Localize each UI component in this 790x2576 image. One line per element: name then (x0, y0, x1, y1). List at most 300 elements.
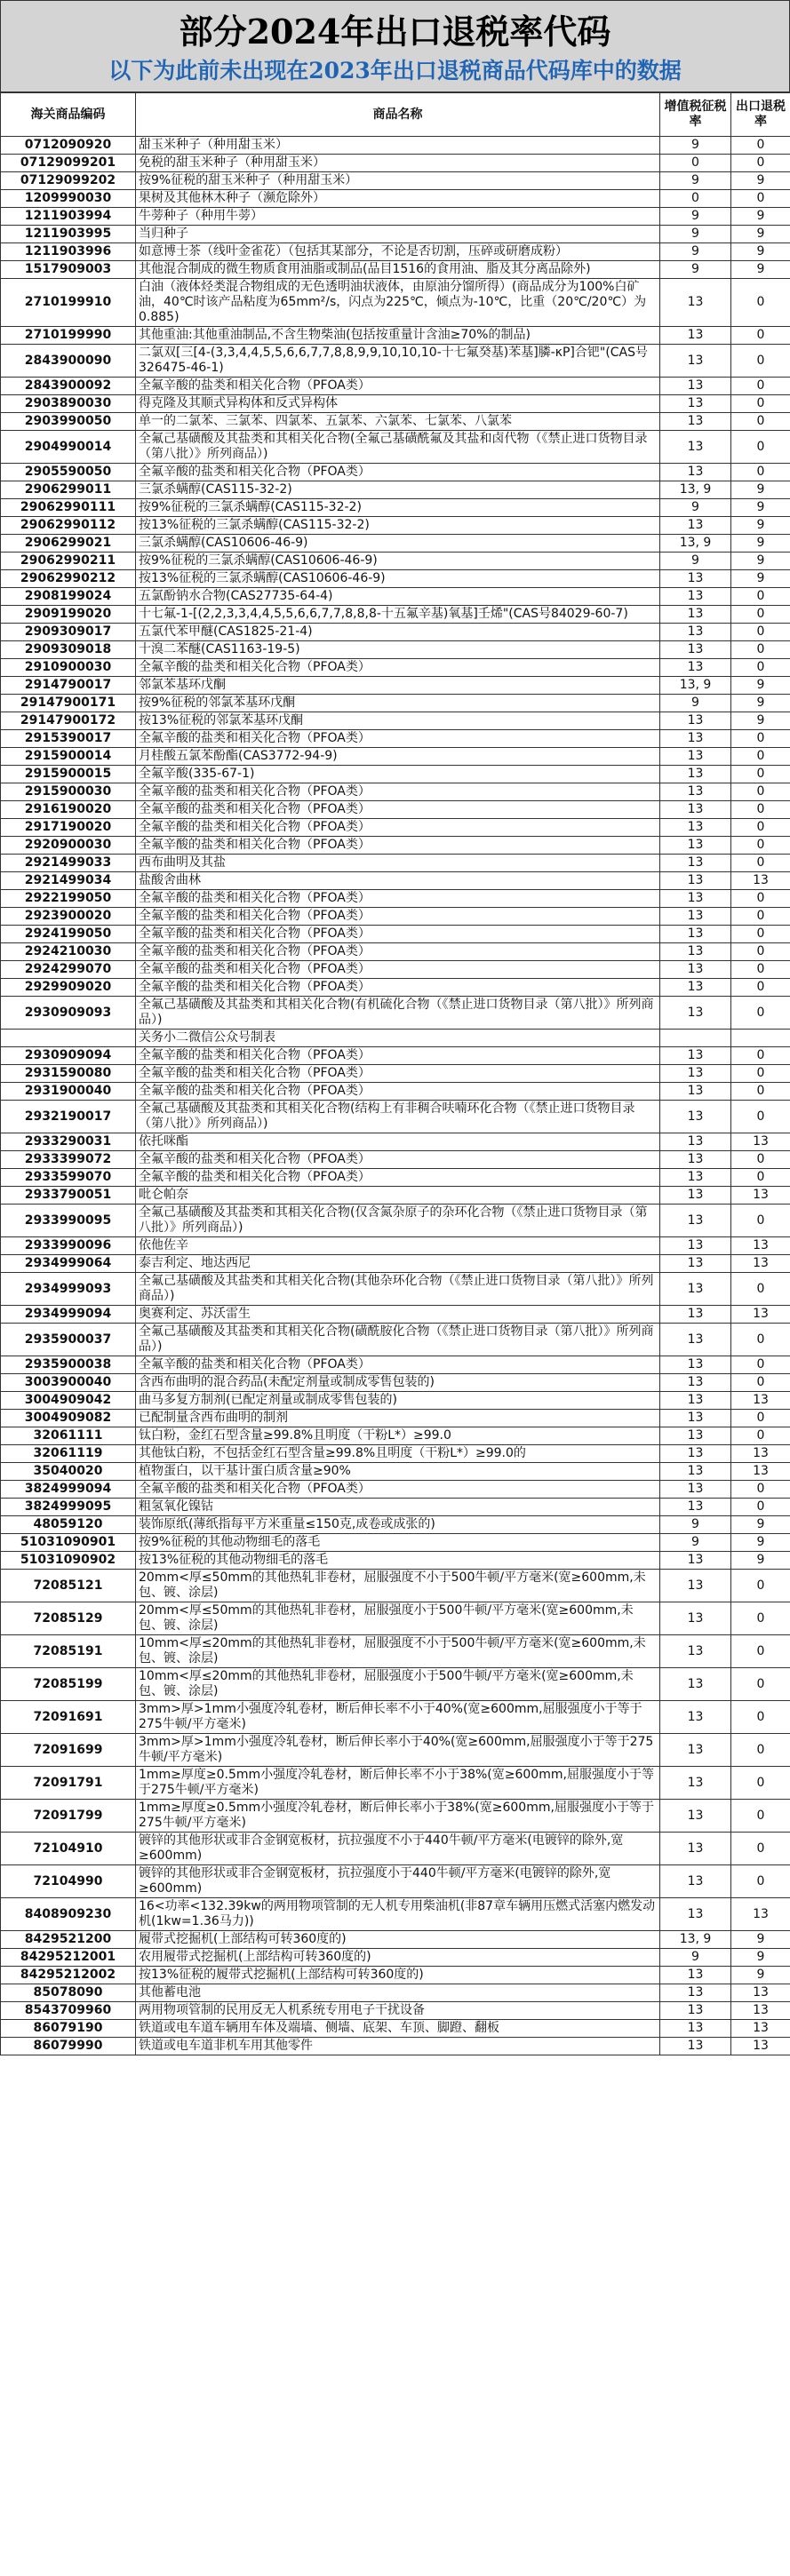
name-cell: 按9%征税的其他动物细毛的落毛 (136, 1534, 660, 1552)
table-row (1, 208, 790, 226)
refund-rate-cell: 0 (731, 997, 790, 1030)
vat-rate-cell: 13 (660, 1356, 731, 1374)
name-cell: 全氟己基磺酸及其盐类和其相关化合物(磺酰胺化合物（《禁止进口货物目录（第八批）》所列商品）) (136, 1324, 660, 1356)
code-cell: 72085191 (1, 1635, 136, 1668)
name-cell: 全氟辛酸的盐类和相关化合物（PFOA类） (136, 961, 660, 979)
code-cell: 2930909093 (1, 997, 136, 1030)
name-cell: 10mm<厚≤20mm的其他热轧非卷材，屈服强度小于500牛顿/平方毫米(宽≥600mm,未包、镀、涂层) (136, 1668, 660, 1701)
code-cell: 2903890030 (1, 395, 136, 413)
code-cell: 07129099201 (1, 155, 136, 172)
table-row (1, 190, 790, 208)
code-cell: 29147900171 (1, 695, 136, 712)
table-row (1, 783, 790, 801)
vat-rate-cell: 13 (660, 1734, 731, 1767)
vat-rate-cell: 9 (660, 1534, 731, 1552)
vat-rate-cell: 13 (660, 659, 731, 677)
code-cell: 2934999064 (1, 1255, 136, 1273)
name-cell: 镀锌的其他形状或非合金钢宽板材，抗拉强度小于440牛顿/平方毫米(电镀锌的除外,宽≥600mm) (136, 1865, 660, 1898)
refund-rate-cell: 9 (731, 1967, 790, 1984)
name-cell: 关务小二微信公众号制表 (136, 1030, 660, 1047)
refund-rate-cell: 0 (731, 345, 790, 378)
code-cell: 2921499033 (1, 855, 136, 872)
code-cell: 2935900038 (1, 1356, 136, 1374)
refund-rate-cell: 0 (731, 137, 790, 155)
refund-rate-cell: 0 (731, 1356, 790, 1374)
table-row (1, 872, 790, 890)
vat-rate-cell: 13 (660, 570, 731, 588)
table-row (1, 1427, 790, 1445)
name-cell: 按9%征税的三氯杀螨醇(CAS10606-46-9) (136, 553, 660, 570)
code-cell: 84295212001 (1, 1949, 136, 1967)
table-row (1, 1030, 790, 1047)
refund-rate-cell: 0 (731, 748, 790, 766)
refund-rate-cell: 0 (731, 1065, 790, 1083)
table-row (1, 1481, 790, 1499)
vat-rate-cell: 13 (660, 783, 731, 801)
table-row (1, 1237, 790, 1255)
code-cell: 72091791 (1, 1767, 136, 1800)
name-cell: 按13%征税的三氯杀螨醇(CAS10606-46-9) (136, 570, 660, 588)
vat-rate-cell: 9 (660, 208, 731, 226)
name-cell: 全氟辛酸的盐类和相关化合物（PFOA类） (136, 1047, 660, 1065)
refund-rate-cell: 9 (731, 570, 790, 588)
name-cell: 按9%征税的三氯杀螨醇(CAS115-32-2) (136, 499, 660, 517)
refund-rate-cell: 0 (731, 1570, 790, 1602)
table-row (1, 413, 790, 431)
refund-rate-cell: 0 (731, 1767, 790, 1800)
table-row (1, 1967, 790, 1984)
vat-rate-cell: 13 (660, 712, 731, 730)
code-cell: 3003900040 (1, 1374, 136, 1392)
vat-rate-cell: 13 (660, 997, 731, 1030)
table-row (1, 345, 790, 378)
vat-rate-cell: 13 (660, 819, 731, 837)
code-cell: 2929909020 (1, 979, 136, 997)
table-row (1, 1151, 790, 1169)
refund-rate-cell: 13 (731, 1255, 790, 1273)
code-cell: 2920900030 (1, 837, 136, 855)
vat-rate-cell: 13 (660, 279, 731, 327)
refund-rate-cell: 0 (731, 943, 790, 961)
vat-rate-cell: 13 (660, 872, 731, 890)
table-row (1, 979, 790, 997)
name-cell: 全氟辛酸(335-67-1) (136, 766, 660, 783)
name-cell: 全氟辛酸的盐类和相关化合物（PFOA类） (136, 890, 660, 908)
code-cell: 2924299070 (1, 961, 136, 979)
name-cell: 全氟己基磺酸及其盐类和其相关化合物(全氟己基磺酰氟及其盐和卤代物（《禁止进口货物目录（第八批）》所列商品）) (136, 431, 660, 464)
code-cell: 2935900037 (1, 1324, 136, 1356)
vat-rate-cell: 13 (660, 1427, 731, 1445)
name-cell: 按13%征税的三氯杀螨醇(CAS115-32-2) (136, 517, 660, 535)
name-cell: 全氟辛酸的盐类和相关化合物（PFOA类） (136, 908, 660, 926)
name-cell: 20mm<厚≤50mm的其他热轧非卷材，屈服强度不小于500牛顿/平方毫米(宽≥600mm,未包、镀、涂层) (136, 1570, 660, 1602)
table-row (1, 712, 790, 730)
code-cell: 72104990 (1, 1865, 136, 1898)
vat-rate-cell: 13 (660, 1984, 731, 2002)
name-cell: 全氟辛酸的盐类和相关化合物（PFOA类） (136, 378, 660, 395)
table-row (1, 1701, 790, 1734)
vat-rate-cell: 13 (660, 517, 731, 535)
refund-rate-cell (731, 1030, 790, 1047)
column-header-code: 海关商品编码 (1, 93, 136, 137)
refund-rate-cell: 0 (731, 837, 790, 855)
name-cell: 十溴二苯醚(CAS1163-19-5) (136, 641, 660, 659)
table-row (1, 855, 790, 872)
code-cell: 72091699 (1, 1734, 136, 1767)
name-cell: 10mm<厚≤20mm的其他热轧非卷材，屈服强度不小于500牛顿/平方毫米(宽≥600mm,未包、镀、涂层) (136, 1635, 660, 1668)
name-cell: 含西布曲明的混合药品(未配定剂量或制成零售包装的) (136, 1374, 660, 1392)
name-cell: 铁道或电车道车辆用车体及端墙、侧墙、底架、车顶、脚蹬、翻板 (136, 2020, 660, 2038)
refund-rate-cell: 0 (731, 1410, 790, 1427)
name-cell: 1mm≥厚度≥0.5mm小强度冷轧卷材，断后伸长率不小于38%(宽≥600mm,屈服强度小于等于275牛顿/平方毫米) (136, 1767, 660, 1800)
code-cell: 8543709960 (1, 2002, 136, 2020)
code-cell: 29147900172 (1, 712, 136, 730)
name-cell: 得克隆及其顺式异构体和反式异构体 (136, 395, 660, 413)
vat-rate-cell: 13, 9 (660, 1931, 731, 1949)
vat-rate-cell: 13 (660, 1324, 731, 1356)
code-cell: 2906299011 (1, 481, 136, 499)
table-row (1, 1734, 790, 1767)
table-body (1, 137, 790, 2055)
refund-rate-cell: 0 (731, 1324, 790, 1356)
refund-rate-cell: 13 (731, 1984, 790, 2002)
vat-rate-cell: 13 (660, 1800, 731, 1833)
table-row (1, 1833, 790, 1865)
name-cell: 白油（液体烃类混合物组成的无色透明油状液体，由原油分馏所得）(商品成分为100%白矿油，40℃时该产品粘度为65mm²/s，闪点为225℃，倾点为-10℃，比重（20℃/20℃）为0.885) (136, 279, 660, 327)
page-title: 部分2024年出口退税率代码 (179, 12, 611, 52)
page-header (0, 0, 790, 92)
code-cell: 2934999094 (1, 1306, 136, 1324)
code-cell: 72091691 (1, 1701, 136, 1734)
vat-rate-cell: 13 (660, 1463, 731, 1481)
refund-rate-cell: 0 (731, 1481, 790, 1499)
vat-rate-cell: 9 (660, 695, 731, 712)
code-cell: 2915900014 (1, 748, 136, 766)
vat-rate-cell: 13 (660, 730, 731, 748)
name-cell: 全氟辛酸的盐类和相关化合物（PFOA类） (136, 926, 660, 943)
name-cell: 两用物项管制的民用反无人机系统专用电子干扰设备 (136, 2002, 660, 2020)
table-row (1, 1534, 790, 1552)
refund-rate-cell: 9 (731, 226, 790, 243)
refund-rate-cell: 0 (731, 855, 790, 872)
name-cell: 装饰原纸(薄纸指每平方米重量≤150克,成卷或成张的) (136, 1516, 660, 1534)
name-cell: 盐酸舍曲林 (136, 872, 660, 890)
name-cell: 全氟辛酸的盐类和相关化合物（PFOA类） (136, 1083, 660, 1101)
refund-rate-cell: 0 (731, 1205, 790, 1237)
page-subtitle: 以下为此前未出现在2023年出口退税商品代码库中的数据 (108, 58, 682, 83)
refund-rate-cell: 0 (731, 155, 790, 172)
name-cell: 吡仑帕奈 (136, 1187, 660, 1205)
column-header-refund-rate: 出口退税率 (731, 93, 790, 137)
vat-rate-cell: 13 (660, 1898, 731, 1931)
vat-rate-cell: 13 (660, 345, 731, 378)
refund-rate-cell: 9 (731, 553, 790, 570)
vat-rate-cell: 13 (660, 1205, 731, 1237)
name-cell: 全氟己基磺酸及其盐类和其相关化合物(结构上有非稠合呋喃环化合物（《禁止进口货物目录（第八批）》所列商品）) (136, 1101, 660, 1133)
code-cell: 2909309017 (1, 624, 136, 641)
vat-rate-cell: 13 (660, 378, 731, 395)
refund-rate-cell: 0 (731, 926, 790, 943)
code-cell: 2917190020 (1, 819, 136, 837)
code-cell: 2924210030 (1, 943, 136, 961)
code-cell: 86079990 (1, 2038, 136, 2055)
table-row (1, 1169, 790, 1187)
code-cell: 2915900015 (1, 766, 136, 783)
name-cell: 其他重油:其他重油制品,不含生物柴油(包括按重量计含油≥70%的制品) (136, 327, 660, 345)
name-cell: 全氟辛酸的盐类和相关化合物（PFOA类） (136, 1481, 660, 1499)
refund-rate-cell: 0 (731, 190, 790, 208)
table-row (1, 243, 790, 261)
vat-rate-cell: 9 (660, 172, 731, 190)
table-row (1, 908, 790, 926)
refund-rate-cell: 13 (731, 872, 790, 890)
vat-rate-cell: 13 (660, 395, 731, 413)
table-row (1, 837, 790, 855)
name-cell: 按13%征税的邻氯苯基环戊酮 (136, 712, 660, 730)
name-cell: 全氟辛酸的盐类和相关化合物（PFOA类） (136, 979, 660, 997)
vat-rate-cell: 13 (660, 979, 731, 997)
refund-rate-cell: 9 (731, 499, 790, 517)
code-cell: 2930909094 (1, 1047, 136, 1065)
name-cell: 按9%征税的甜玉米种子（种用甜玉米） (136, 172, 660, 190)
table-row (1, 1410, 790, 1427)
code-cell: 35040020 (1, 1463, 136, 1481)
name-cell: 3mm>厚>1mm小强度冷轧卷材，断后伸长率不小于40%(宽≥600mm,屈服强度小于等于275牛顿/平方毫米) (136, 1701, 660, 1734)
table-row (1, 327, 790, 345)
refund-rate-cell: 13 (731, 1463, 790, 1481)
refund-rate-cell: 0 (731, 1273, 790, 1306)
name-cell: 月桂酸五氯苯酚酯(CAS3772-94-9) (136, 748, 660, 766)
refund-rate-cell: 9 (731, 1534, 790, 1552)
table-row (1, 1273, 790, 1306)
code-cell: 29062990112 (1, 517, 136, 535)
code-cell: 2922199050 (1, 890, 136, 908)
vat-rate-cell: 13 (660, 1151, 731, 1169)
table-row (1, 926, 790, 943)
name-cell: 曲马多复方制剂(已配定剂量或制成零售包装的) (136, 1392, 660, 1410)
name-cell: 全氟辛酸的盐类和相关化合物（PFOA类） (136, 730, 660, 748)
name-cell: 已配制量含西布曲明的制剂 (136, 1410, 660, 1427)
code-cell: 1517909003 (1, 261, 136, 279)
table-row (1, 659, 790, 677)
table-row (1, 695, 790, 712)
code-cell: 29062990211 (1, 553, 136, 570)
refund-rate-cell: 13 (731, 2038, 790, 2055)
refund-rate-cell: 0 (731, 766, 790, 783)
refund-rate-cell: 9 (731, 1931, 790, 1949)
code-cell: 1209990030 (1, 190, 136, 208)
code-cell: 1211903996 (1, 243, 136, 261)
table-row (1, 961, 790, 979)
name-cell: 全氟辛酸的盐类和相关化合物（PFOA类） (136, 1151, 660, 1169)
table-row (1, 1516, 790, 1534)
vat-rate-cell: 0 (660, 155, 731, 172)
code-cell: 3004909042 (1, 1392, 136, 1410)
code-cell: 29062990212 (1, 570, 136, 588)
name-cell: 按13%征税的其他动物细毛的落毛 (136, 1552, 660, 1570)
code-cell: 72104910 (1, 1833, 136, 1865)
name-cell: 按13%征税的履带式挖掘机(上部结构可转360度的) (136, 1967, 660, 1984)
vat-rate-cell: 13 (660, 961, 731, 979)
refund-rate-cell: 9 (731, 677, 790, 695)
vat-rate-cell: 13 (660, 926, 731, 943)
refund-rate-cell: 0 (731, 413, 790, 431)
table-row (1, 730, 790, 748)
refund-rate-cell: 0 (731, 1833, 790, 1865)
vat-rate-cell: 13 (660, 890, 731, 908)
name-cell: 依他佐辛 (136, 1237, 660, 1255)
refund-rate-cell: 13 (731, 1187, 790, 1205)
refund-rate-cell: 0 (731, 378, 790, 395)
code-cell: 2903990050 (1, 413, 136, 431)
table-row (1, 395, 790, 413)
refund-rate-cell: 0 (731, 1427, 790, 1445)
name-cell: 全氟辛酸的盐类和相关化合物（PFOA类） (136, 659, 660, 677)
name-cell: 粗氢氧化镍钴 (136, 1499, 660, 1516)
name-cell: 二氯双[三[4-(3,3,4,4,5,5,6,6,7,7,8,8,9,9,10,10,10-十七氟癸基)苯基]膦-κP]合钯"(CAS号326475-46-1) (136, 345, 660, 378)
table-row (1, 535, 790, 553)
column-header-name: 商品名称 (136, 93, 660, 137)
table-row (1, 1101, 790, 1133)
vat-rate-cell: 13 (660, 766, 731, 783)
code-cell: 2904990014 (1, 431, 136, 464)
refund-rate-cell: 0 (731, 1101, 790, 1133)
table-row (1, 1865, 790, 1898)
vat-rate-cell: 13 (660, 1602, 731, 1635)
code-cell (1, 1030, 136, 1047)
tax-rate-table (0, 92, 790, 2055)
vat-rate-cell: 13 (660, 641, 731, 659)
code-cell: 2933790051 (1, 1187, 136, 1205)
name-cell: 按9%征税的邻氯苯基环戊酮 (136, 695, 660, 712)
refund-rate-cell: 0 (731, 431, 790, 464)
name-cell: 三氯杀螨醇(CAS10606-46-9) (136, 535, 660, 553)
name-cell: 邻氯苯基环戊酮 (136, 677, 660, 695)
refund-rate-cell: 9 (731, 695, 790, 712)
name-cell: 1mm≥厚度≥0.5mm小强度冷轧卷材，断后伸长率小于38%(宽≥600mm,屈服强度小于等于275牛顿/平方毫米) (136, 1800, 660, 1833)
vat-rate-cell: 13 (660, 1306, 731, 1324)
refund-rate-cell: 13 (731, 1133, 790, 1151)
refund-rate-cell: 13 (731, 1898, 790, 1931)
table-row (1, 588, 790, 606)
table-row (1, 606, 790, 624)
code-cell: 2932190017 (1, 1101, 136, 1133)
refund-rate-cell: 13 (731, 1445, 790, 1463)
code-cell: 2910900030 (1, 659, 136, 677)
refund-rate-cell: 0 (731, 1083, 790, 1101)
code-cell: 51031090902 (1, 1552, 136, 1570)
refund-rate-cell: 9 (731, 208, 790, 226)
code-cell: 3824999095 (1, 1499, 136, 1516)
name-cell: 五氯酚钠水合物(CAS27735-64-4) (136, 588, 660, 606)
refund-rate-cell: 13 (731, 2002, 790, 2020)
refund-rate-cell: 0 (731, 624, 790, 641)
refund-rate-cell: 0 (731, 659, 790, 677)
vat-rate-cell: 13 (660, 1499, 731, 1516)
code-cell: 2909309018 (1, 641, 136, 659)
refund-rate-cell: 0 (731, 730, 790, 748)
refund-rate-cell: 9 (731, 1949, 790, 1967)
code-cell: 2915390017 (1, 730, 136, 748)
name-cell: 其他蓄电池 (136, 1984, 660, 2002)
vat-rate-cell: 13 (660, 1445, 731, 1463)
table-row (1, 464, 790, 481)
table-row (1, 261, 790, 279)
refund-rate-cell: 13 (731, 2020, 790, 2038)
table-row (1, 1898, 790, 1931)
vat-rate-cell: 9 (660, 499, 731, 517)
vat-rate-cell: 9 (660, 243, 731, 261)
vat-rate-cell: 13 (660, 1169, 731, 1187)
table-row (1, 1463, 790, 1481)
name-cell: 果树及其他林木种子（濒危除外） (136, 190, 660, 208)
vat-rate-cell: 9 (660, 553, 731, 570)
name-cell: 全氟辛酸的盐类和相关化合物（PFOA类） (136, 801, 660, 819)
vat-rate-cell: 13 (660, 1065, 731, 1083)
table-row (1, 431, 790, 464)
vat-rate-cell: 13 (660, 1552, 731, 1570)
table-row (1, 378, 790, 395)
refund-rate-cell: 9 (731, 1516, 790, 1534)
table-row (1, 2038, 790, 2055)
refund-rate-cell: 9 (731, 1552, 790, 1570)
code-cell: 86079190 (1, 2020, 136, 2038)
name-cell: 全氟辛酸的盐类和相关化合物（PFOA类） (136, 783, 660, 801)
name-cell: 20mm<厚≤50mm的其他热轧非卷材，屈服强度小于500牛顿/平方毫米(宽≥600mm,未包、镀、涂层) (136, 1602, 660, 1635)
name-cell: 免税的甜玉米种子（种用甜玉米） (136, 155, 660, 172)
name-cell: 全氟辛酸的盐类和相关化合物（PFOA类） (136, 837, 660, 855)
refund-rate-cell: 0 (731, 588, 790, 606)
table-row (1, 1800, 790, 1833)
name-cell: 全氟己基磺酸及其盐类和其相关化合物(仅含氮杂原子的杂环化合物（《禁止进口货物目录（第八批）》所列商品）) (136, 1205, 660, 1237)
code-cell: 2710199990 (1, 327, 136, 345)
vat-rate-cell: 13 (660, 1083, 731, 1101)
vat-rate-cell: 13 (660, 943, 731, 961)
vat-rate-cell: 13 (660, 1865, 731, 1898)
name-cell: 镀锌的其他形状或非合金钢宽板材，抗拉强度不小于440牛顿/平方毫米(电镀锌的除外,宽≥600mm) (136, 1833, 660, 1865)
vat-rate-cell: 9 (660, 137, 731, 155)
refund-rate-cell: 13 (731, 1237, 790, 1255)
name-cell: 五氯代苯甲醚(CAS1825-21-4) (136, 624, 660, 641)
table-row (1, 2020, 790, 2038)
name-cell: 依托咪酯 (136, 1133, 660, 1151)
refund-rate-cell: 0 (731, 1499, 790, 1516)
code-cell: 2915900030 (1, 783, 136, 801)
table-row (1, 1133, 790, 1151)
table-row (1, 1552, 790, 1570)
refund-rate-cell: 0 (731, 1374, 790, 1392)
name-cell: 全氟己基磺酸及其盐类和其相关化合物(有机硫化合物（《禁止进口货物目录（第八批）》所列商品）) (136, 997, 660, 1030)
refund-rate-cell: 9 (731, 261, 790, 279)
table-row (1, 155, 790, 172)
code-cell: 0712090920 (1, 137, 136, 155)
code-cell: 2931900040 (1, 1083, 136, 1101)
code-cell: 2909199020 (1, 606, 136, 624)
table-row (1, 890, 790, 908)
vat-rate-cell (660, 1030, 731, 1047)
table-row (1, 1570, 790, 1602)
table-row (1, 1499, 790, 1516)
table-row (1, 1668, 790, 1701)
vat-rate-cell: 13 (660, 1133, 731, 1151)
table-row (1, 1374, 790, 1392)
code-cell: 2923900020 (1, 908, 136, 926)
code-cell: 07129099202 (1, 172, 136, 190)
table-row (1, 517, 790, 535)
vat-rate-cell: 13 (660, 327, 731, 345)
table-row (1, 481, 790, 499)
name-cell: 甜玉米种子（种用甜玉米） (136, 137, 660, 155)
